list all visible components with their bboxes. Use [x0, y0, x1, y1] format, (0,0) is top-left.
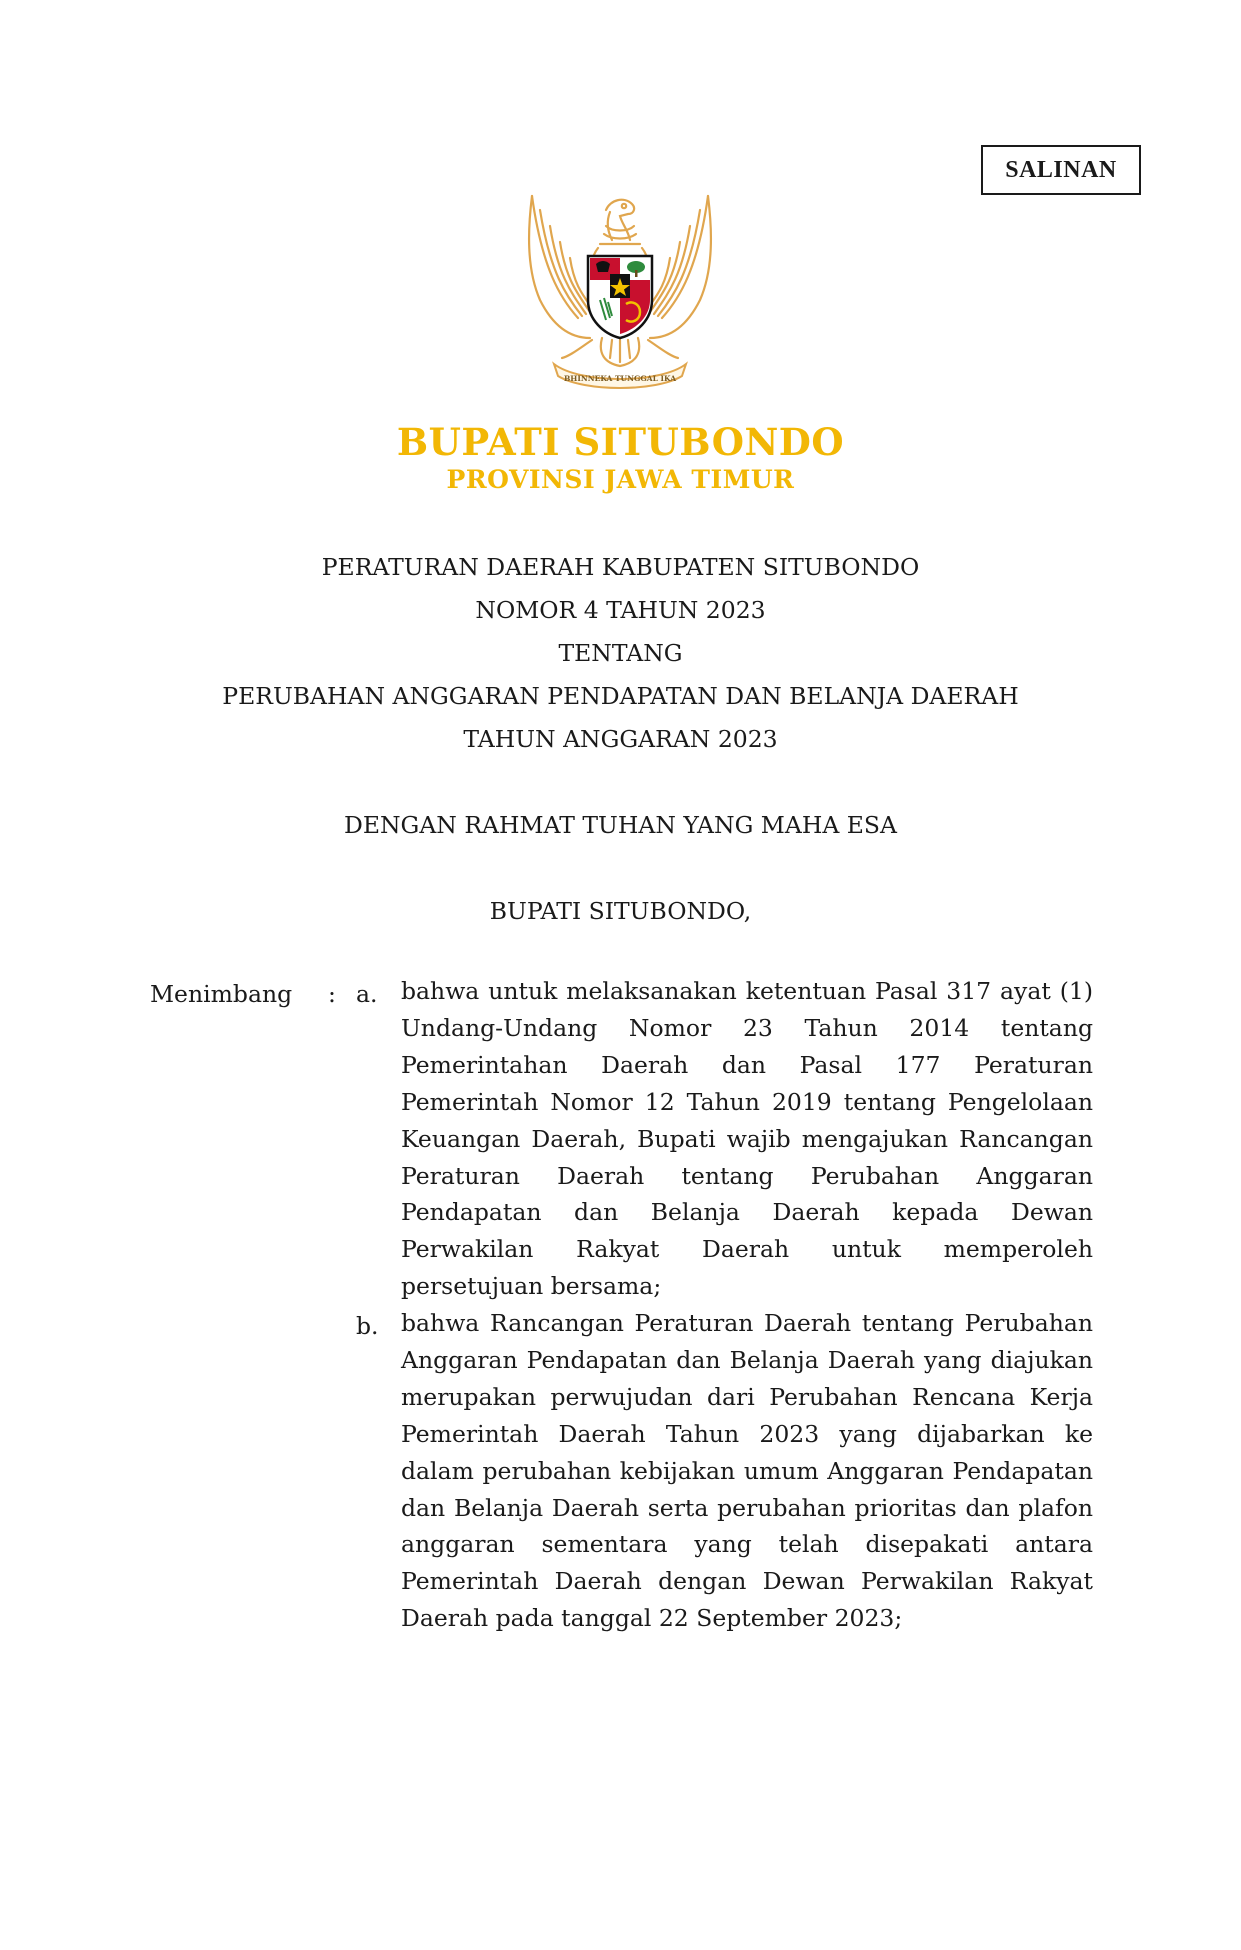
menimbang-label: Menimbang [150, 980, 293, 1008]
garuda-pancasila-emblem-icon [520, 188, 720, 393]
header-title: BUPATI SITUBONDO [396, 420, 845, 464]
salinan-stamp: SALINAN [981, 145, 1141, 195]
regulation-year-line: TAHUN ANGGARAN 2023 [463, 725, 778, 753]
authority-line: BUPATI SITUBONDO, [489, 897, 752, 925]
regulation-number-line: NOMOR 4 TAHUN 2023 [475, 596, 766, 624]
item-b-letter: b. [356, 1312, 379, 1340]
svg-text:BHINNEKA TUNGGAL IKA: BHINNEKA TUNGGAL IKA [563, 374, 677, 383]
header-subtitle: PROVINSI JAWA TIMUR [446, 465, 795, 494]
item-a-text: bahwa untuk melaksanakan ketentuan Pasal 317 ayat (1) Undang-Undang Nomor 23 Tahun 2014 tentang Pemerintahan Daerah dan Pasal 177 Peraturan Pemerintah Nomor 12 Tahun 2019 tentang Pengelolaan Keuangan Daerah, Bupati wajib mengajukan Rancangan Peraturan Daerah tentang Perubahan Anggaran Pendapatan dan Belanja Daerah kepada Dewan Perwakilan Rakyat Daerah untuk memperoleh persetujuan bersama; [401, 977, 1093, 1301]
regulation-subject-line: PERUBAHAN ANGGARAN PENDAPATAN DAN BELANJA DAERAH [222, 682, 1019, 710]
item-b-text: bahwa Rancangan Peraturan Daerah tentang Perubahan Anggaran Pendapatan dan Belanja Daerah yang diajukan merupakan perwujudan dari Perubahan Rencana Kerja Pemerintah Daerah Tahun 2023 yang dijabarkan ke dalam perubahan kebijakan umum Anggaran Pendapatan dan Belanja Daerah serta perubahan prioritas dan plafon anggaran sementara yang telah disepakati antara Pemerintah Daerah dengan Dewan Perwakilan Rakyat Daerah pada tanggal 22 September 2023; [401, 1309, 1093, 1633]
regulation-tentang-line: TENTANG [558, 639, 683, 667]
menimbang-colon: : [328, 980, 336, 1008]
preamble: DENGAN RAHMAT TUHAN YANG MAHA ESA [343, 811, 898, 839]
regulation-title-line: PERATURAN DAERAH KABUPATEN SITUBONDO [321, 553, 920, 581]
item-a-letter: a. [356, 980, 378, 1008]
